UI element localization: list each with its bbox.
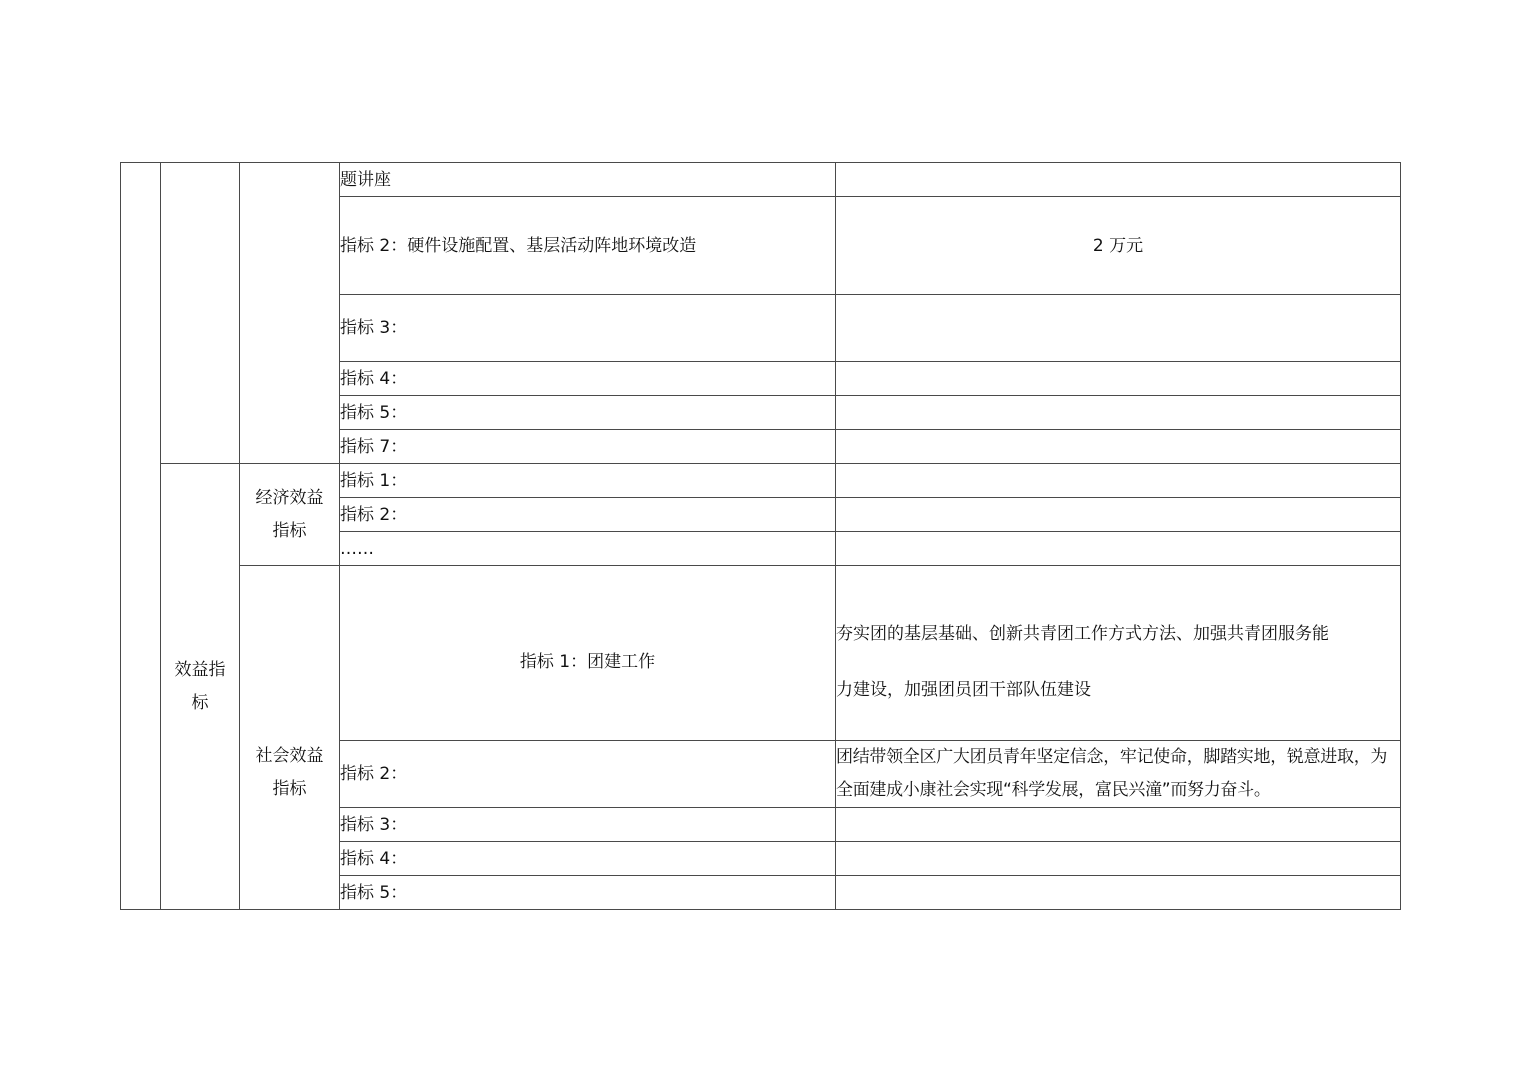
indicator-cell: 题讲座 [340,163,836,197]
value-cell [836,396,1401,430]
value-cell [836,808,1401,842]
output-subcategory-cell [240,163,340,464]
value-cell [836,163,1401,197]
indicator-cell: 指标 3： [340,295,836,362]
indicator-cell: 指标 2：硬件设施配置、基层活动阵地环境改造 [340,197,836,295]
social-benefit-label: 指标 [272,778,307,799]
value-cell [836,295,1401,362]
value-cell [836,464,1401,498]
value-text-line: 夯实团的基层基础、创新共青团工作方式方法、加强共青团服务能 [836,623,1329,644]
benefit-label: 标 [191,692,209,713]
social-benefit-label: 社会效益 [255,745,324,766]
indicator-cell: 指标 2： [340,498,836,532]
economic-benefit-cell [240,464,340,566]
benefit-label: 效益指 [174,659,226,680]
indicator-cell: 指标 1：团建工作 [340,566,836,741]
indicator-cell: 指标 1： [340,464,836,498]
economic-benefit-label: 指标 [272,520,307,541]
performance-indicator-table [120,162,1401,910]
indicator-cell: 指标 7： [340,430,836,464]
output-category-cell [161,163,240,464]
value-cell: 2 万元 [836,197,1401,295]
value-cell [836,876,1401,910]
indicator-cell: 指标 2： [340,741,836,808]
outer-blank-column [121,163,161,910]
value-cell [836,842,1401,876]
indicator-cell: 指标 5： [340,876,836,910]
indicator-cell: 指标 4： [340,362,836,396]
value-cell [836,566,1401,741]
value-cell: 团结带领全区广大团员青年坚定信念，牢记使命，脚踏实地，锐意进取，为全面建成小康社会实现“科学发展，富民兴潼”而努力奋斗。 [836,741,1401,808]
value-cell [836,532,1401,566]
social-benefit-cell [240,566,340,910]
value-cell [836,498,1401,532]
indicator-cell: 指标 3： [340,808,836,842]
indicator-cell: 指标 5： [340,396,836,430]
benefit-category-cell [161,464,240,910]
indicator-cell: 指标 4： [340,842,836,876]
value-cell [836,362,1401,396]
value-text-line: 力建设，加强团员团干部队伍建设 [836,679,1091,700]
indicator-cell: …… [340,532,836,566]
value-cell [836,430,1401,464]
economic-benefit-label: 经济效益 [255,487,324,508]
